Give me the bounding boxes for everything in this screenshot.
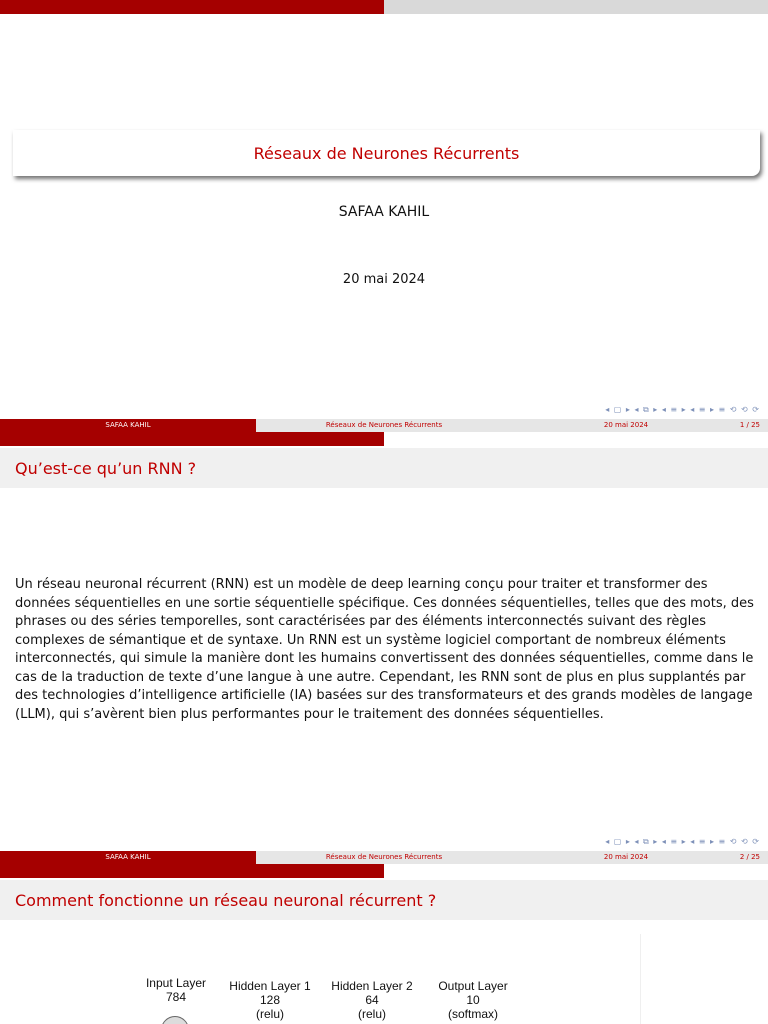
layer-activation: (relu) <box>255 1007 284 1021</box>
footer-title: Réseaux de Neurones Récurrents <box>256 419 512 432</box>
slide-1 <box>0 0 768 432</box>
footer-date-page <box>512 851 768 864</box>
layer-size: 128 <box>259 993 281 1007</box>
layer-label-hidden-1 <box>222 979 318 1021</box>
layer-activation: (relu) <box>357 1007 386 1021</box>
frame-title: Qu’est-ce qu’un RNN ? <box>15 458 197 478</box>
navigation-symbols[interactable]: ◂ ▢ ▸ ◂ ⧉ ▸ ◂ ≡ ▸ ◂ ≡ ▸ ≡ ⟲ ⟲ ⟳ <box>605 837 760 846</box>
slide-2 <box>0 432 768 864</box>
layer-size: 784 <box>165 990 187 1004</box>
slide-3 <box>0 864 768 1024</box>
layer-label-hidden-2 <box>324 979 420 1021</box>
footer-author: SAFAA KAHIL <box>0 419 256 432</box>
progress-bar-filled <box>0 432 384 446</box>
input-node <box>161 1016 189 1024</box>
presentation-date: 20 mai 2024 <box>342 272 426 287</box>
layer-size: 64 <box>365 993 379 1007</box>
layer-label-input <box>136 976 216 1004</box>
layer-name: Output Layer <box>438 979 508 993</box>
layer-name: Input Layer <box>145 976 207 990</box>
page-number: 2 / 25 <box>739 853 760 861</box>
layer-name: Hidden Layer 1 <box>229 979 311 993</box>
footer <box>0 419 768 432</box>
navigation-symbols[interactable]: ◂ ▢ ▸ ◂ ⧉ ▸ ◂ ≡ ▸ ◂ ≡ ▸ ≡ ⟲ ⟲ ⟳ <box>605 405 760 414</box>
title-box <box>13 130 760 176</box>
progress-bar-track <box>384 0 768 14</box>
footer-title: Réseaux de Neurones Récurrents <box>256 851 512 864</box>
progress-bar-filled <box>0 864 384 878</box>
body-paragraph: Un réseau neuronal récurrent (RNN) est un modèle de deep learning conçu pour traiter et transformer des données séquentielles en une sortie séquentielle spécifique. Ces données séquentielles, telles que des mots, des phrases ou des séries temporelles, sont caractérisées par des éléments interconnectés suivant des règles complexes de sémantique et de syntaxe. Un RNN est un système logiciel comportant de nombreux éléments interconnectés, qui simule la manière dont les humains convertissent des données séquentielles, comme dans le cas de la traduction de texte d’une langue à une autre. Cependant, les RNN sont de plus en plus supplantés par des technologies d’intelligence artificielle (IA) basées sur des transformateurs et des grands modèles de langage (LLM), qui s’avèrent bien plus performantes pour le traitement des données séquentielles. <box>15 577 754 722</box>
author-name: SAFAA KAHIL <box>338 204 430 220</box>
footer-date-page <box>512 419 768 432</box>
footer-date: 20 mai 2024 <box>603 421 649 429</box>
footer-date: 20 mai 2024 <box>603 853 649 861</box>
layer-activation: (softmax) <box>447 1007 498 1021</box>
frame-title-bar <box>0 448 768 488</box>
layer-label-output <box>428 979 518 1021</box>
footer <box>0 851 768 864</box>
progress-bar-filled <box>0 0 384 14</box>
frame-title: Comment fonctionne un réseau neuronal récurrent ? <box>15 890 437 910</box>
layer-size: 10 <box>466 993 480 1007</box>
frame-title-bar <box>0 880 768 920</box>
layer-name: Hidden Layer 2 <box>331 979 413 993</box>
vertical-divider <box>640 934 641 1024</box>
footer-author: SAFAA KAHIL <box>0 851 256 864</box>
page-number: 1 / 25 <box>739 421 760 429</box>
presentation-title: Réseaux de Neurones Récurrents <box>253 143 520 163</box>
